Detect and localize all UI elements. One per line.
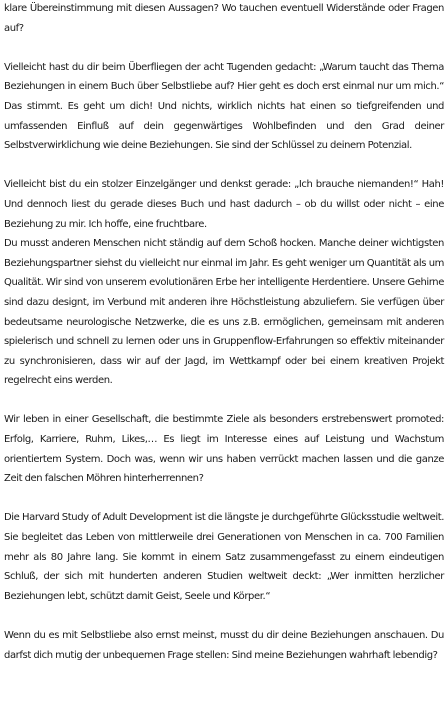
paragraph-7: Wenn du es mit Selbstliebe also ernst meinst, musst du dir deine Beziehungen anschauen. Du darfst dich mutig der unbequemen Frage stellen: Sind meine Beziehungen wahrhaft lebendig? — [4, 630, 444, 661]
paragraph-6: Die Harvard Study of Adult Development ist die längste je durchgeführte Glücksstudie weltweit. Sie begleitet das Leben von mittlerweile drei Generationen von Menschen in ca. 700 Familien mehr als 80 Jahre lang. Sie kommt in einem Satz zusammengefasst zu einem eindeutigen Schluß, der sich mit hunderten anderen Studien weltweit deckt: „Wer inmitten herzlicher Beziehungen lebt, schützt damit Geist, Seele und Körper.“ — [4, 512, 444, 602]
paragraph-4: Du musst anderen Menschen nicht ständig auf dem Schoß hocken. Manche deiner wichtigsten Beziehungspartner siehst du vielleicht nur einmal im Jahr. Es geht weniger um Quantität als um Qualität. Wir sind von unserem evolutionären Erbe her intelligente Herdentiere. Unsere Gehirne sind dazu designt, im Verbund mit anderen ihre Höchstleistung abzuliefern. Sie verfügen über bedeutsame neurologische Netzwerke, die es uns z.B. ermöglichen, gemeinsam mit anderen spielerisch und schnell zu lernen oder uns in Gruppenflow-Erfahrungen so effektiv miteinander zu synchronisieren, dass wir auf der Jagd, im Wettkampf oder bei einem kreativen Projekt regelrecht eins werden. — [4, 238, 444, 387]
paragraph-gap — [4, 606, 444, 626]
paragraph-1: klare Übereinstimmung mit diesen Aussagen? Wo tauchen eventuell Widerstände oder Fragen auf? — [4, 3, 444, 34]
paragraph-2: Vielleicht hast du dir beim Überfliegen der acht Tugenden gedacht: „Warum taucht das Thema Beziehungen in einem Buch über Selbstliebe auf? Hier geht es doch erst einmal nur um mich.“ Das stimmt. Es geht um dich! Und nichts, wirklich nichts hat einen so tiefgreifenden und umfassenden Einfluß auf dein gegenwärtiges Wohlbefinden und den Grad deiner Selbstverwirklichung wie deine Beziehungen. Sie sind der Schlüssel zu deinem Potenzial. — [4, 61, 444, 152]
paragraph-gap — [4, 489, 444, 509]
paragraph-gap — [4, 156, 444, 176]
paragraph-3: Vielleicht bist du ein stolzer Einzelgänger und denkst gerade: „Ich brauche niemanden!“ Hah! Und dennoch liest du gerade dieses Buch und hast dadurch – ob du willst oder nicht – eine Beziehung zu mir. Ich hoffe, eine fruchtbare. — [4, 179, 444, 230]
paragraph-gap — [4, 391, 444, 411]
paragraph-5: Wir leben in einer Gesellschaft, die bestimmte Ziele als besonders erstrebenswert promoted: Erfolg, Karriere, Ruhm, Likes,… Es liegt im Interesse eines auf Leistung und Wachstum orientiertem System. Doch was, wenn wir uns haben verrückt machen lassen und die ganze Zeit den falschen Möhren hinterherrennen? — [4, 414, 444, 485]
paragraph-gap — [4, 38, 444, 58]
